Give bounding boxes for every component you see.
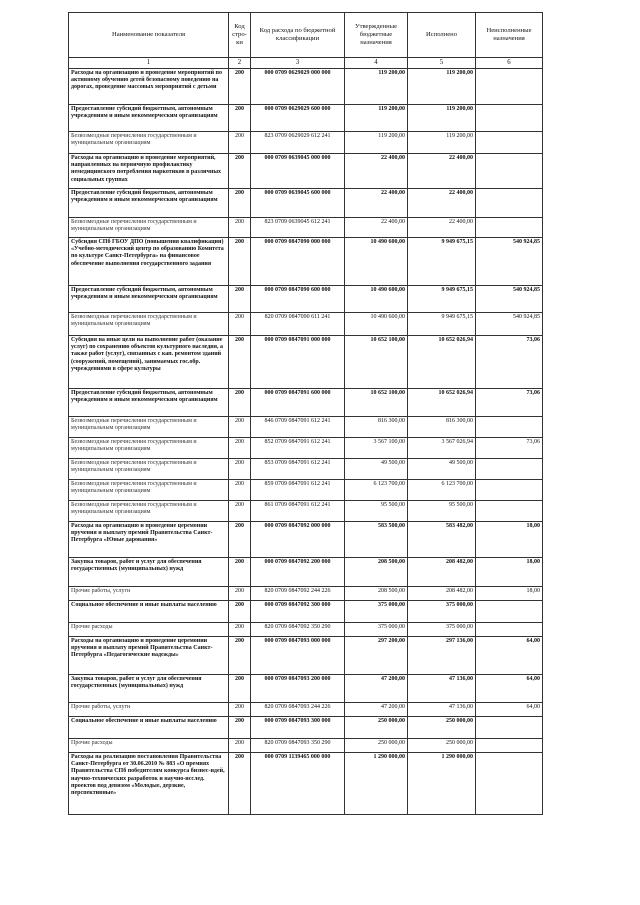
line-code: 200 — [229, 417, 251, 438]
table-row — [69, 558, 543, 587]
line-code: 200 — [229, 623, 251, 637]
approved-amount: 22 400,00 — [345, 218, 408, 238]
approved-amount: 208 500,00 — [345, 558, 408, 587]
remaining-amount: 73,06 — [476, 336, 543, 389]
approved-amount: 6 123 700,00 — [345, 480, 408, 501]
remaining-amount — [476, 69, 543, 105]
table-row — [69, 218, 543, 238]
approved-amount: 47 200,00 — [345, 675, 408, 703]
executed-amount: 375 000,00 — [408, 601, 476, 623]
table-row — [69, 739, 543, 753]
remaining-amount — [476, 753, 543, 815]
budget-code: 000 0709 1139465 000 000 — [251, 753, 345, 815]
approved-amount: 375 000,00 — [345, 623, 408, 637]
remaining-amount: 64,00 — [476, 703, 543, 717]
executed-amount: 375 000,00 — [408, 623, 476, 637]
budget-code: 000 0709 0629029 000 000 — [251, 69, 345, 105]
remaining-amount: 64,00 — [476, 675, 543, 703]
line-code: 200 — [229, 154, 251, 189]
column-numbers-row — [69, 58, 543, 69]
remaining-amount: 18,00 — [476, 558, 543, 587]
line-code: 200 — [229, 189, 251, 218]
budget-code: 846 0709 0847091 612 241 — [251, 417, 345, 438]
budget-code: 000 0709 0847092 200 000 — [251, 558, 345, 587]
line-code: 200 — [229, 132, 251, 154]
indicator-name: Прочие расходы — [69, 739, 229, 753]
approved-amount: 1 290 000,00 — [345, 753, 408, 815]
approved-amount: 10 652 100,00 — [345, 336, 408, 389]
executed-amount: 297 136,00 — [408, 637, 476, 675]
table-row — [69, 438, 543, 459]
table-row — [69, 69, 543, 105]
indicator-name: Безвозмездные перечисления государственным и муниципальным организациям — [69, 459, 229, 480]
table-row — [69, 623, 543, 637]
remaining-amount — [476, 480, 543, 501]
indicator-name: Расходы на организацию и проведение мероприятий по активному обучению детей безопасному поведению на дорогах, проведение массовых мероприятий с детьми — [69, 69, 229, 105]
approved-amount: 47 200,00 — [345, 703, 408, 717]
line-code: 200 — [229, 739, 251, 753]
budget-code: 000 0709 0847091 000 000 — [251, 336, 345, 389]
line-code: 200 — [229, 218, 251, 238]
indicator-name: Субсидия СПб ГБОУ ДПО (повышения квалификации) «Учебно-методический центр по образованию Комитета по культуре Санкт-Петербурга» на финансовое обеспечение выполнения государственного задания — [69, 238, 229, 286]
table-row — [69, 105, 543, 132]
remaining-amount — [476, 105, 543, 132]
executed-amount: 119 200,00 — [408, 105, 476, 132]
table-row — [69, 189, 543, 218]
budget-code: 820 0709 0847093 350 290 — [251, 739, 345, 753]
remaining-amount: 540 924,85 — [476, 238, 543, 286]
approved-amount: 10 652 100,00 — [345, 389, 408, 417]
indicator-name: Безвозмездные перечисления государственным и муниципальным организациям — [69, 501, 229, 522]
indicator-name: Предоставление субсидий бюджетным, автономным учреждениям и иным некоммерческим организациям — [69, 389, 229, 417]
indicator-name: Расходы на реализацию постановления Правительства Санкт-Петербурга от 30.06.2010 № 883 «О премиях Правительства СПб победителям конкурса бизнес-идей, научно-технических разработок и научно-исслед. проектов под девизом «Молодые, дерзкие, перспективные» — [69, 753, 229, 815]
line-code: 200 — [229, 587, 251, 601]
indicator-name: Субсидия на иные цели на выполнение работ (оказание услуг) по сохранению объектов культурного наследия, а также работ (услуг), связанных с кап. ремонтом зданий (сооружений, помещений), занимаемых гос.обр. учреждениями в сфере культуры — [69, 336, 229, 389]
remaining-amount — [476, 623, 543, 637]
executed-amount: 208 482,00 — [408, 558, 476, 587]
budget-code: 000 0709 0847093 300 000 — [251, 717, 345, 739]
table-row — [69, 336, 543, 389]
table-row — [69, 501, 543, 522]
indicator-name: Безвозмездные перечисления государственным и муниципальным организациям — [69, 417, 229, 438]
table-row — [69, 459, 543, 480]
approved-amount: 10 490 600,00 — [345, 238, 408, 286]
budget-code: 000 0709 0847093 200 000 — [251, 675, 345, 703]
approved-amount: 208 500,00 — [345, 587, 408, 601]
executed-amount: 1 290 000,00 — [408, 753, 476, 815]
remaining-amount: 64,00 — [476, 637, 543, 675]
line-code: 200 — [229, 637, 251, 675]
indicator-name: Предоставление субсидий бюджетным, автономным учреждениям и иным некоммерческим организациям — [69, 189, 229, 218]
table-row — [69, 587, 543, 601]
executed-amount: 49 500,00 — [408, 459, 476, 480]
column-number: 1 — [69, 58, 229, 69]
column-number: 6 — [476, 58, 543, 69]
table-row — [69, 313, 543, 336]
approved-amount: 10 490 600,00 — [345, 286, 408, 313]
budget-code: 000 0709 0629029 600 000 — [251, 105, 345, 132]
line-code: 200 — [229, 480, 251, 501]
executed-amount: 119 200,00 — [408, 69, 476, 105]
executed-amount: 816 300,00 — [408, 417, 476, 438]
budget-code: 823 0709 0629029 612 241 — [251, 132, 345, 154]
remaining-amount — [476, 717, 543, 739]
approved-amount: 22 400,00 — [345, 154, 408, 189]
executed-amount: 47 136,00 — [408, 703, 476, 717]
column-number: 3 — [251, 58, 345, 69]
approved-amount: 95 500,00 — [345, 501, 408, 522]
table-row — [69, 522, 543, 558]
remaining-amount: 18,00 — [476, 587, 543, 601]
executed-amount: 9 949 675,15 — [408, 313, 476, 336]
line-code: 200 — [229, 459, 251, 480]
approved-amount: 375 000,00 — [345, 601, 408, 623]
approved-amount: 10 490 600,00 — [345, 313, 408, 336]
approved-amount: 250 000,00 — [345, 739, 408, 753]
indicator-name: Предоставление субсидий бюджетным, автономным учреждениям и иным некоммерческим организациям — [69, 105, 229, 132]
executed-amount: 208 482,00 — [408, 587, 476, 601]
executed-amount: 9 949 675,15 — [408, 286, 476, 313]
budget-code: 000 0709 0639045 000 000 — [251, 154, 345, 189]
remaining-amount — [476, 739, 543, 753]
budget-code: 861 0709 0847091 612 241 — [251, 501, 345, 522]
table-row — [69, 286, 543, 313]
remaining-amount — [476, 417, 543, 438]
table-row — [69, 753, 543, 815]
remaining-amount: 540 924,85 — [476, 313, 543, 336]
table-row — [69, 238, 543, 286]
table-row — [69, 637, 543, 675]
line-code: 200 — [229, 703, 251, 717]
budget-code: 820 0709 0847092 350 290 — [251, 623, 345, 637]
table-row — [69, 417, 543, 438]
line-code: 200 — [229, 313, 251, 336]
table-header — [69, 13, 543, 58]
budget-code: 000 0709 0847091 600 000 — [251, 389, 345, 417]
header-executed: Исполнено — [408, 13, 476, 58]
indicator-name: Безвозмездные перечисления государственным и муниципальным организациям — [69, 218, 229, 238]
executed-amount: 22 400,00 — [408, 189, 476, 218]
budget-code: 852 0709 0847091 612 241 — [251, 438, 345, 459]
table-row — [69, 480, 543, 501]
executed-amount: 10 652 026,94 — [408, 336, 476, 389]
column-number: 4 — [345, 58, 408, 69]
budget-code: 000 0709 0639045 600 000 — [251, 189, 345, 218]
budget-code: 000 0709 0847090 000 000 — [251, 238, 345, 286]
remaining-amount — [476, 501, 543, 522]
line-code: 200 — [229, 501, 251, 522]
line-code: 200 — [229, 69, 251, 105]
budget-code: 820 0709 0847093 244 226 — [251, 703, 345, 717]
column-number: 2 — [229, 58, 251, 69]
approved-amount: 297 200,00 — [345, 637, 408, 675]
executed-amount: 95 500,00 — [408, 501, 476, 522]
table-row — [69, 703, 543, 717]
header-budget-code: Код расхода по бюджетной классификации — [251, 13, 345, 58]
table-row — [69, 132, 543, 154]
indicator-name: Закупка товаров, работ и услуг для обеспечения государственных (муниципальных) нужд — [69, 558, 229, 587]
header-approved: Утвержденные бюджетные назначения — [345, 13, 408, 58]
line-code: 200 — [229, 286, 251, 313]
budget-code: 000 0709 0847092 300 000 — [251, 601, 345, 623]
remaining-amount — [476, 218, 543, 238]
approved-amount: 3 567 100,00 — [345, 438, 408, 459]
line-code: 200 — [229, 601, 251, 623]
budget-code: 820 0709 0847090 611 241 — [251, 313, 345, 336]
executed-amount: 119 200,00 — [408, 132, 476, 154]
remaining-amount — [476, 154, 543, 189]
executed-amount: 10 652 026,94 — [408, 389, 476, 417]
line-code: 200 — [229, 336, 251, 389]
header-remaining: Неисполненные назначения — [476, 13, 543, 58]
indicator-name: Расходы на организацию и проведение церемонии вручения и выплату премий Правительства Санкт-Петербурга «Юные дарования» — [69, 522, 229, 558]
remaining-amount — [476, 601, 543, 623]
remaining-amount — [476, 189, 543, 218]
indicator-name: Прочие работы, услуги — [69, 587, 229, 601]
budget-code: 820 0709 0847092 244 226 — [251, 587, 345, 601]
table-row — [69, 154, 543, 189]
remaining-amount — [476, 459, 543, 480]
approved-amount: 583 500,00 — [345, 522, 408, 558]
executed-amount: 583 482,00 — [408, 522, 476, 558]
executed-amount: 22 400,00 — [408, 154, 476, 189]
remaining-amount: 73,06 — [476, 438, 543, 459]
executed-amount: 6 123 700,00 — [408, 480, 476, 501]
budget-code: 859 0709 0847091 612 241 — [251, 480, 345, 501]
indicator-name: Прочие работы, услуги — [69, 703, 229, 717]
executed-amount: 3 567 026,94 — [408, 438, 476, 459]
line-code: 200 — [229, 105, 251, 132]
remaining-amount: 540 924,85 — [476, 286, 543, 313]
line-code: 200 — [229, 753, 251, 815]
indicator-name: Предоставление субсидий бюджетным, автономным учреждениям и иным некоммерческим организациям — [69, 286, 229, 313]
table-row — [69, 717, 543, 739]
table-row — [69, 675, 543, 703]
line-code: 200 — [229, 389, 251, 417]
approved-amount: 119 200,00 — [345, 105, 408, 132]
line-code: 200 — [229, 438, 251, 459]
approved-amount: 119 200,00 — [345, 132, 408, 154]
budget-code: 823 0709 0639045 612 241 — [251, 218, 345, 238]
remaining-amount: 18,00 — [476, 522, 543, 558]
indicator-name: Расходы на организацию и проведение мероприятий, направленных на первичную профилактику немедицинского потребления наркотиков в различных социальных группах — [69, 154, 229, 189]
executed-amount: 250 000,00 — [408, 717, 476, 739]
executed-amount: 47 136,00 — [408, 675, 476, 703]
indicator-name: Прочие расходы — [69, 623, 229, 637]
line-code: 200 — [229, 717, 251, 739]
executed-amount: 9 949 675,15 — [408, 238, 476, 286]
header-name: Наименование показателя — [69, 13, 229, 58]
indicator-name: Закупка товаров, работ и услуг для обеспечения государственных (муниципальных) нужд — [69, 675, 229, 703]
line-code: 200 — [229, 522, 251, 558]
budget-code: 000 0709 0847092 000 000 — [251, 522, 345, 558]
executed-amount: 22 400,00 — [408, 218, 476, 238]
executed-amount: 250 000,00 — [408, 739, 476, 753]
indicator-name: Безвозмездные перечисления государственным и муниципальным организациям — [69, 480, 229, 501]
indicator-name: Безвозмездные перечисления государственным и муниципальным организациям — [69, 438, 229, 459]
budget-execution-table — [68, 12, 543, 815]
approved-amount: 22 400,00 — [345, 189, 408, 218]
line-code: 200 — [229, 675, 251, 703]
approved-amount: 816 300,00 — [345, 417, 408, 438]
budget-code: 000 0709 0847093 000 000 — [251, 637, 345, 675]
indicator-name: Безвозмездные перечисления государственным и муниципальным организациям — [69, 313, 229, 336]
line-code: 200 — [229, 558, 251, 587]
approved-amount: 119 200,00 — [345, 69, 408, 105]
budget-code: 000 0709 0847090 600 000 — [251, 286, 345, 313]
budget-code: 853 0709 0847091 612 241 — [251, 459, 345, 480]
column-number: 5 — [408, 58, 476, 69]
table-row — [69, 601, 543, 623]
line-code: 200 — [229, 238, 251, 286]
table-row — [69, 389, 543, 417]
remaining-amount: 73,06 — [476, 389, 543, 417]
approved-amount: 250 000,00 — [345, 717, 408, 739]
remaining-amount — [476, 132, 543, 154]
indicator-name: Социальное обеспечение и иные выплаты населению — [69, 717, 229, 739]
approved-amount: 49 500,00 — [345, 459, 408, 480]
indicator-name: Безвозмездные перечисления государственным и муниципальным организациям — [69, 132, 229, 154]
header-line-code: Код стро-ки — [229, 13, 251, 58]
indicator-name: Расходы на организацию и проведение церемонии вручения и выплату премий Правительства Санкт-Петербурга «Педагогические надежды» — [69, 637, 229, 675]
indicator-name: Социальное обеспечение и иные выплаты населению — [69, 601, 229, 623]
